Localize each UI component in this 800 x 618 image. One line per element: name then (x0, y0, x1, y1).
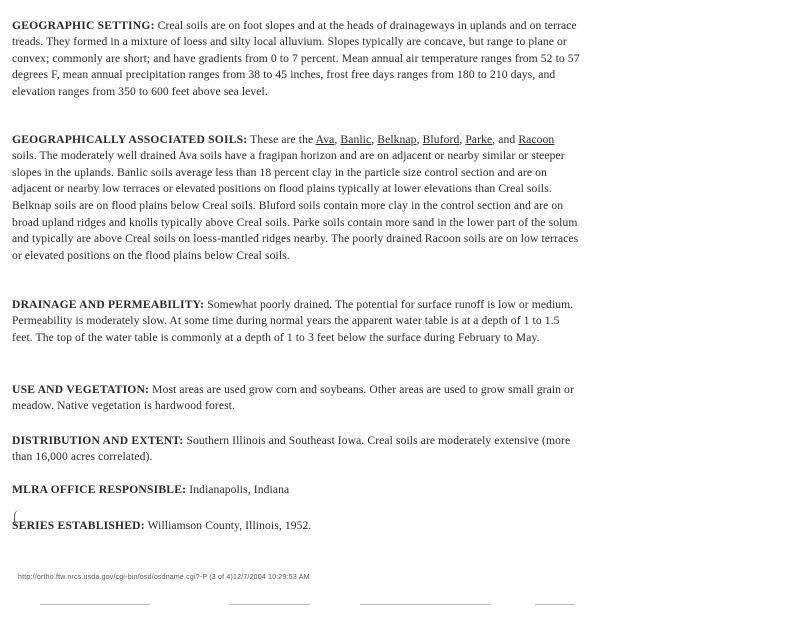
separator: , (334, 132, 341, 146)
section-drainage (12, 297, 582, 347)
section-distribution (12, 433, 582, 466)
section-heading: GEOGRAPHIC SETTING: (12, 18, 155, 32)
section-body: Williamson County, Illinois, 1952. (144, 518, 312, 532)
section-body: Most areas are used grow corn and soybeans. Other areas are used to grow small grain or meadow. Native vegetation is hardwood forest. (12, 382, 574, 413)
section-use-vegetation (12, 382, 582, 415)
separator: , (416, 132, 423, 146)
section-body: Somewhat poorly drained. The potential for surface runoff is low or medium. Permeability is moderately slow. At some time during normal years the apparent water table is at a depth of 1 to 1.5 feet. The top of the water table is commonly at a depth of 1 to 3 feet below the surface during February to May. (12, 297, 574, 344)
separator: , and (492, 132, 519, 146)
scan-line (40, 604, 150, 605)
section-series-established (12, 518, 582, 535)
section-body: soils. The moderately well drained Ava soils have a fragipan horizon and are on adjacent or nearby similar or steeper slopes in the uplands. Banlic soils average less than 18 percent clay in the particle size control section and are on adjacent or nearby low terraces or elevated positions on flood plains typically at lower elevations than Creal soils. Belknap soils are on flood plains below Creal soils. Bluford soils contain more clay in the control section and are on broad upland ridges and knolls typically above Creal soils. Parke soils contain more sand in the lower part of the solum and typically are above Creal soils on loess-mantled ridges nearby. The poorly drained Racoon soils are on low terraces or elevated positions on the flood plains below Creal soils. (12, 149, 579, 262)
section-associated-soils (12, 132, 582, 265)
section-body: Southern Illinois and Southeast Iowa. Creal soils are moderately extensive (more than 16,000 acres correlated). (12, 433, 571, 464)
separator: , (459, 132, 466, 146)
separator: , (371, 132, 378, 146)
section-heading: SERIES ESTABLISHED: (12, 518, 145, 532)
section-geographic-setting (12, 18, 582, 101)
soil-series-link[interactable]: Banlic (340, 132, 372, 146)
section-heading: GEOGRAPHICALLY ASSOCIATED SOILS: (12, 132, 248, 146)
soil-series-link[interactable]: Bluford (422, 132, 460, 146)
soil-series-link[interactable]: Ava (315, 132, 335, 146)
section-heading: DRAINAGE AND PERMEABILITY: (12, 297, 205, 311)
scan-line (360, 604, 490, 605)
section-body: Creal soils are on foot slopes and at the heads of drainageways in uplands and on terrace treads. They formed in a mixture of loess and silty local alluvium. Slopes typically are concave, but range to plane or convex; commonly are short; and have gradients from 0 to 7 percent. Mean annual air temperature ranges from 52 to 57 degrees F, mean annual precipitation ranges from 38 to 45 inches, frost free days ranges from 180 to 210 days, and elevation ranges from 350 to 600 feet above sea level. (12, 18, 580, 98)
section-heading: USE AND VEGETATION: (12, 382, 150, 396)
section-heading: DISTRIBUTION AND EXTENT: (12, 433, 184, 447)
section-heading: MLRA OFFICE RESPONSIBLE: (12, 482, 187, 496)
soil-series-link[interactable]: Parke (465, 132, 493, 146)
footer-url[interactable]: http://ortho.ftw.nrcs.usda.gov/cgi-bin/osd/osdname.cgi?-P (3 of 4)12/7/2004 10:29:53 AM (18, 574, 310, 581)
section-intro: These are the (247, 132, 316, 146)
section-mlra (12, 482, 582, 499)
soil-series-link[interactable]: Belknap (377, 132, 417, 146)
scan-line (535, 604, 575, 605)
scan-line (230, 604, 310, 605)
soil-series-link[interactable]: Racoon (518, 132, 555, 146)
section-body: Indianapolis, Indiana (186, 482, 290, 496)
